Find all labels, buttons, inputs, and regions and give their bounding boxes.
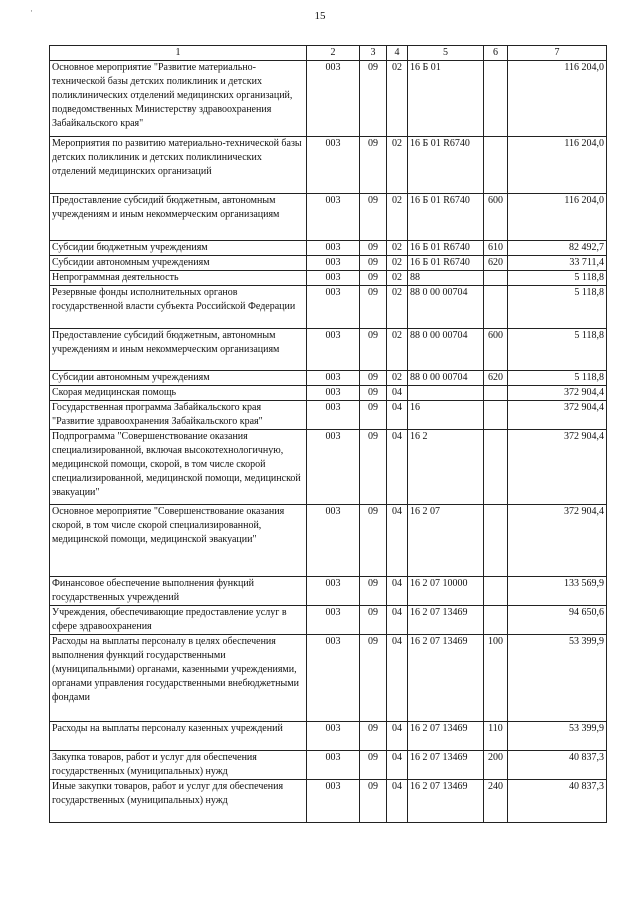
row-ministry-code: 003 xyxy=(307,577,360,606)
row-subsection-code: 02 xyxy=(387,137,408,194)
row-section-code: 09 xyxy=(360,780,387,823)
table-row xyxy=(50,722,607,751)
row-section-code: 09 xyxy=(360,635,387,722)
row-ministry-code: 003 xyxy=(307,780,360,823)
row-name: Основное мероприятие "Совершенствование оказания скорой, в том числе скорой специализированной, медицинской помощи, медицинской эвакуации" xyxy=(50,505,307,577)
row-name: Государственная программа Забайкальского края "Развитие здравоохранения Забайкальского края" xyxy=(50,401,307,430)
row-name: Финансовое обеспечение выполнения функций государственных учреждений xyxy=(50,577,307,606)
page-number: 15 xyxy=(314,10,326,22)
row-expense-type: 620 xyxy=(484,371,508,386)
row-amount: 53 399,9 xyxy=(508,722,607,751)
header-col-name: 1 xyxy=(50,46,307,61)
row-expense-type xyxy=(484,286,508,329)
row-target-code: 16 Б 01 R6740 xyxy=(408,241,484,256)
row-target-code: 16 Б 01 R6740 xyxy=(408,256,484,271)
row-name: Предоставление субсидий бюджетным, автономным учреждениям и иным некоммерческим организациям xyxy=(50,329,307,371)
row-name: Расходы на выплаты персоналу казенных учреждений xyxy=(50,722,307,751)
header-col-target: 5 xyxy=(408,46,484,61)
row-section-code: 09 xyxy=(360,386,387,401)
row-subsection-code: 04 xyxy=(387,386,408,401)
row-section-code: 09 xyxy=(360,430,387,505)
row-expense-type xyxy=(484,386,508,401)
row-expense-type xyxy=(484,401,508,430)
row-amount: 5 118,8 xyxy=(508,271,607,286)
table-row xyxy=(50,430,607,505)
row-ministry-code: 003 xyxy=(307,386,360,401)
table-row xyxy=(50,780,607,823)
row-section-code: 09 xyxy=(360,271,387,286)
table-row xyxy=(50,194,607,241)
header-col-type: 6 xyxy=(484,46,508,61)
row-amount: 116 204,0 xyxy=(508,61,607,137)
row-name: Расходы на выплаты персоналу в целях обеспечения выполнения функций государственными (муниципальными) органами, казенными учреждениями, органами управления государственными внебюджетными фондами xyxy=(50,635,307,722)
row-amount: 116 204,0 xyxy=(508,194,607,241)
row-target-code: 88 0 00 00704 xyxy=(408,286,484,329)
row-expense-type xyxy=(484,505,508,577)
row-subsection-code: 02 xyxy=(387,271,408,286)
row-subsection-code: 04 xyxy=(387,635,408,722)
row-section-code: 09 xyxy=(360,194,387,241)
row-amount: 40 837,3 xyxy=(508,780,607,823)
row-amount: 372 904,4 xyxy=(508,386,607,401)
row-ministry-code: 003 xyxy=(307,61,360,137)
row-ministry-code: 003 xyxy=(307,256,360,271)
row-target-code: 88 xyxy=(408,271,484,286)
row-section-code: 09 xyxy=(360,61,387,137)
row-ministry-code: 003 xyxy=(307,137,360,194)
row-subsection-code: 02 xyxy=(387,256,408,271)
row-subsection-code: 04 xyxy=(387,401,408,430)
row-target-code: 16 2 07 13469 xyxy=(408,751,484,780)
row-expense-type: 610 xyxy=(484,241,508,256)
row-expense-type xyxy=(484,430,508,505)
row-subsection-code: 02 xyxy=(387,286,408,329)
row-section-code: 09 xyxy=(360,751,387,780)
row-section-code: 09 xyxy=(360,505,387,577)
table-header-row xyxy=(50,46,607,61)
row-name: Основное мероприятие "Развитие материально-технической базы детских поликлиник и детских поликлинических отделений медицинских организаций, подведомственных Министерству здравоохранения Забайкальского края" xyxy=(50,61,307,137)
row-section-code: 09 xyxy=(360,577,387,606)
row-ministry-code: 003 xyxy=(307,505,360,577)
row-subsection-code: 04 xyxy=(387,430,408,505)
row-expense-type xyxy=(484,271,508,286)
row-expense-type xyxy=(484,137,508,194)
row-name: Учреждения, обеспечивающие предоставление услуг в сфере здравоохранения xyxy=(50,606,307,635)
row-expense-type: 620 xyxy=(484,256,508,271)
row-ministry-code: 003 xyxy=(307,286,360,329)
row-target-code: 88 0 00 00704 xyxy=(408,329,484,371)
header-col-ministry: 2 xyxy=(307,46,360,61)
row-amount: 33 711,4 xyxy=(508,256,607,271)
row-ministry-code: 003 xyxy=(307,751,360,780)
row-subsection-code: 02 xyxy=(387,371,408,386)
row-amount: 5 118,8 xyxy=(508,286,607,329)
table-row xyxy=(50,386,607,401)
row-amount: 116 204,0 xyxy=(508,137,607,194)
row-ministry-code: 003 xyxy=(307,722,360,751)
row-amount: 82 492,7 xyxy=(508,241,607,256)
row-target-code: 16 Б 01 R6740 xyxy=(408,194,484,241)
row-section-code: 09 xyxy=(360,241,387,256)
row-name: Резервные фонды исполнительных органов государственной власти субъекта Российской Федерации xyxy=(50,286,307,329)
budget-table xyxy=(49,45,607,823)
row-target-code: 16 2 07 10000 xyxy=(408,577,484,606)
row-subsection-code: 02 xyxy=(387,194,408,241)
row-target-code: 16 2 07 13469 xyxy=(408,722,484,751)
row-amount: 53 399,9 xyxy=(508,635,607,722)
row-target-code: 16 Б 01 R6740 xyxy=(408,137,484,194)
table-row xyxy=(50,751,607,780)
row-expense-type: 100 xyxy=(484,635,508,722)
table-row xyxy=(50,635,607,722)
row-target-code: 16 2 xyxy=(408,430,484,505)
row-subsection-code: 04 xyxy=(387,722,408,751)
row-name: Субсидии автономным учреждениям xyxy=(50,256,307,271)
row-target-code: 16 2 07 13469 xyxy=(408,780,484,823)
row-ministry-code: 003 xyxy=(307,241,360,256)
row-ministry-code: 003 xyxy=(307,635,360,722)
row-target-code xyxy=(408,386,484,401)
row-subsection-code: 04 xyxy=(387,577,408,606)
table-row xyxy=(50,329,607,371)
table-row xyxy=(50,606,607,635)
row-section-code: 09 xyxy=(360,256,387,271)
row-expense-type: 240 xyxy=(484,780,508,823)
row-subsection-code: 04 xyxy=(387,751,408,780)
row-expense-type: 200 xyxy=(484,751,508,780)
table-row xyxy=(50,241,607,256)
table-row xyxy=(50,371,607,386)
row-expense-type xyxy=(484,61,508,137)
row-subsection-code: 04 xyxy=(387,606,408,635)
table-row xyxy=(50,577,607,606)
row-name: Скорая медицинская помощь xyxy=(50,386,307,401)
row-section-code: 09 xyxy=(360,137,387,194)
row-subsection-code: 04 xyxy=(387,505,408,577)
row-subsection-code: 02 xyxy=(387,329,408,371)
row-expense-type: 110 xyxy=(484,722,508,751)
table-row xyxy=(50,271,607,286)
row-target-code: 16 Б 01 xyxy=(408,61,484,137)
row-name: Субсидии автономным учреждениям xyxy=(50,371,307,386)
row-amount: 5 118,8 xyxy=(508,329,607,371)
row-ministry-code: 003 xyxy=(307,401,360,430)
table-row xyxy=(50,286,607,329)
row-amount: 5 118,8 xyxy=(508,371,607,386)
row-target-code: 16 xyxy=(408,401,484,430)
row-section-code: 09 xyxy=(360,401,387,430)
row-amount: 40 837,3 xyxy=(508,751,607,780)
row-ministry-code: 003 xyxy=(307,194,360,241)
row-subsection-code: 02 xyxy=(387,241,408,256)
row-amount: 133 569,9 xyxy=(508,577,607,606)
row-ministry-code: 003 xyxy=(307,271,360,286)
row-target-code: 16 2 07 13469 xyxy=(408,606,484,635)
table-row xyxy=(50,505,607,577)
row-ministry-code: 003 xyxy=(307,606,360,635)
row-target-code: 16 2 07 13469 xyxy=(408,635,484,722)
row-target-code: 16 2 07 xyxy=(408,505,484,577)
table-row xyxy=(50,256,607,271)
table-row xyxy=(50,401,607,430)
row-name: Субсидии бюджетным учреждениям xyxy=(50,241,307,256)
table-row xyxy=(50,137,607,194)
row-amount: 372 904,4 xyxy=(508,401,607,430)
row-name: Непрограммная деятельность xyxy=(50,271,307,286)
header-col-amount: 7 xyxy=(508,46,607,61)
row-name: Иные закупки товаров, работ и услуг для обеспечения государственных (муниципальных) нужд xyxy=(50,780,307,823)
row-name: Подпрограмма "Совершенствование оказания специализированной, включая высокотехнологичную, медицинской помощи, скорой, в том числе скорой специализированной, медицинской помощи, медицинской эвакуации" xyxy=(50,430,307,505)
row-amount: 372 904,4 xyxy=(508,505,607,577)
row-ministry-code: 003 xyxy=(307,329,360,371)
row-expense-type xyxy=(484,606,508,635)
row-name: Мероприятия по развитию материально-технической базы детских поликлиник и детских поликлинических отделений медицинских организаций xyxy=(50,137,307,194)
row-section-code: 09 xyxy=(360,722,387,751)
row-amount: 94 650,6 xyxy=(508,606,607,635)
row-subsection-code: 02 xyxy=(387,61,408,137)
row-ministry-code: 003 xyxy=(307,371,360,386)
row-section-code: 09 xyxy=(360,371,387,386)
row-section-code: 09 xyxy=(360,606,387,635)
row-ministry-code: 003 xyxy=(307,430,360,505)
row-name: Предоставление субсидий бюджетным, автономным учреждениям и иным некоммерческим организациям xyxy=(50,194,307,241)
row-section-code: 09 xyxy=(360,329,387,371)
stray-mark: · xyxy=(30,6,33,16)
row-expense-type xyxy=(484,577,508,606)
row-expense-type: 600 xyxy=(484,329,508,371)
header-col-subsection: 4 xyxy=(387,46,408,61)
row-name: Закупка товаров, работ и услуг для обеспечения государственных (муниципальных) нужд xyxy=(50,751,307,780)
row-target-code: 88 0 00 00704 xyxy=(408,371,484,386)
table-row xyxy=(50,61,607,137)
row-expense-type: 600 xyxy=(484,194,508,241)
row-amount: 372 904,4 xyxy=(508,430,607,505)
row-section-code: 09 xyxy=(360,286,387,329)
row-subsection-code: 04 xyxy=(387,780,408,823)
header-col-section: 3 xyxy=(360,46,387,61)
